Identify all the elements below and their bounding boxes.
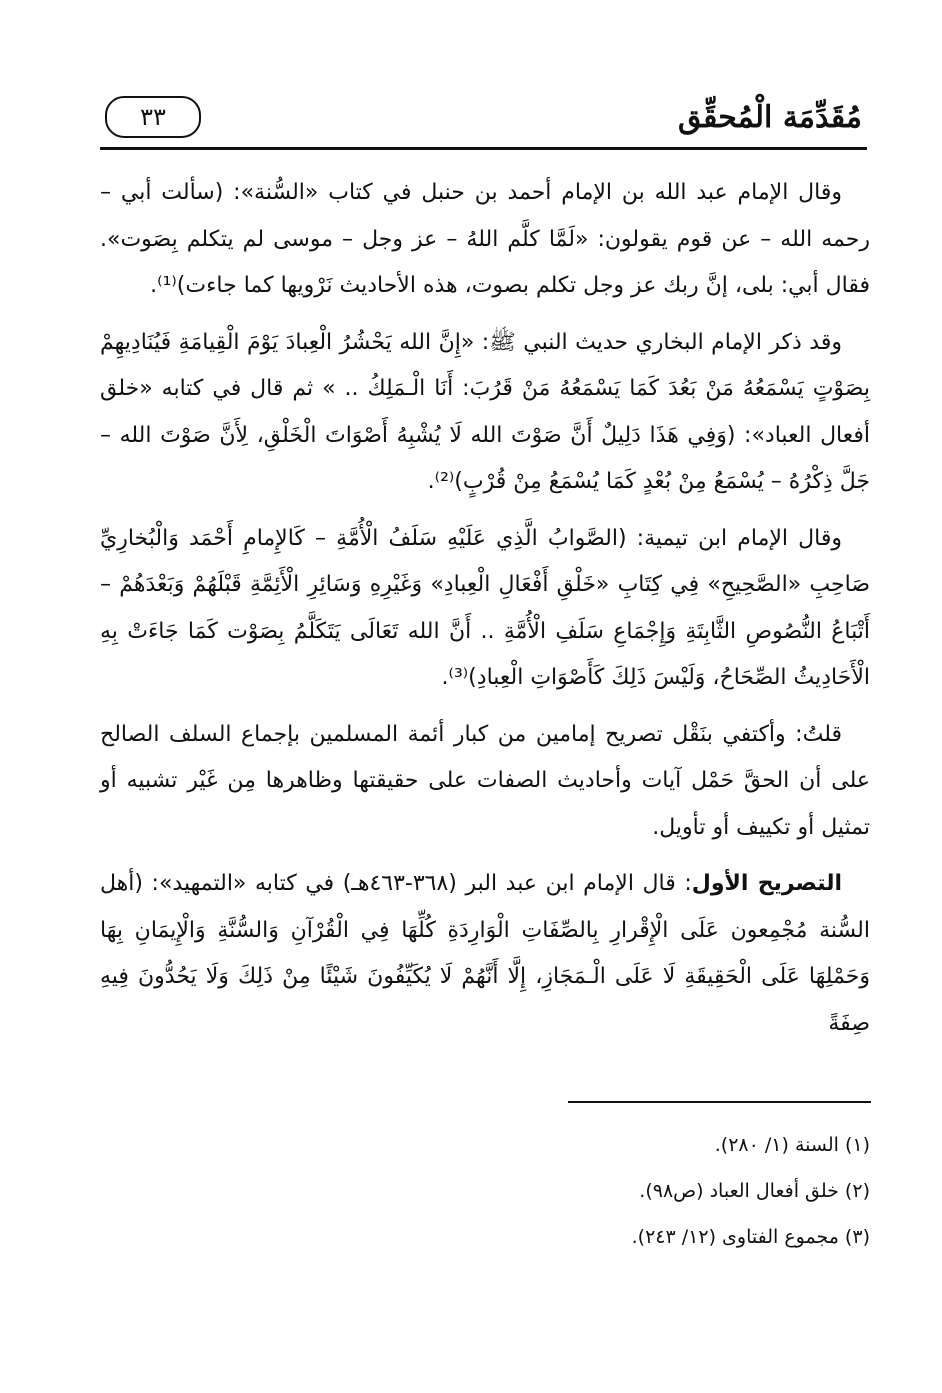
paragraph-lead: التصريح الأول <box>691 871 842 896</box>
footnote-2: (٢) خلق أفعال العباد (ص٩٨). <box>639 1180 870 1202</box>
paragraph-5 <box>100 861 870 1047</box>
paragraph-text: قلتُ: وأكتفي بنَقْل تصريح إمامين من كبار أئمة المسلمين بإجماع السلف الصالح على أن الحقَّ حَمْل آيات وأحاديث الصفات على حقيقتها وظاهرها مِن غَيْر تشبيه أو تمثيل أو تكييف أو تأويل. <box>100 721 870 840</box>
page-number-badge: ٣٣ <box>105 96 201 138</box>
paragraph-text: وقال الإمام ابن تيمية: (الصَّوابُ الَّذِي عَلَيْهِ سَلَفُ الْأُمَّةِ – كَالإِمامِ أَحْمَد وَالْبُخارِيِّ صَاحِبِ «الصَّحِيحِ» فِي كِتَابِ «خَلْقِ أَفْعَالِ الْعِبادِ» وَغَيْرِهِ وَسَائِرِ الْأَئِمَّةِ قَبْلَهُمْ وَبَعْدَهُمْ – أَتْبَاعُ النُّصُوصِ الثَّابِتَةِ وَإِجْمَاعِ سَلَفِ الْأُمَّةِ .. أَنَّ الله تَعَالَى يَتَكَلَّمُ بِصَوْت كَمَا جَاءَتْ بِهِ الْأَحَادِيثُ الصِّحَاحُ، وَلَيْسَ ذَلِكَ كَأَصْوَاتِ الْعِبادِ)⁽³⁾. <box>100 525 870 690</box>
header-rule <box>100 147 867 150</box>
footnotes <box>170 1122 870 1260</box>
paragraph-text: وقد ذكر الإمام البخاري حديث النبي ﷺ: «إِنَّ الله يَحْشُرُ الْعِبادَ يَوْمَ الْقِيامَةِ فَيُنَادِيهِمْ بِصَوْتٍ يَسْمَعُهُ مَنْ بَعُدَ كَمَا يَسْمَعُهُ مَنْ قَرُبَ: أَنَا الْـمَلِكُ .. » ثم قال في كتابه «خلق أفعال العباد»: (وَفِي هَذَا دَلِيلٌ أَنَّ صَوْتَ الله لَا يُشْبِهُ أَصْوَاتَ الْخَلْقِ، لِأَنَّ صَوْتَ الله – جَلَّ ذِكْرُهُ – يُسْمَعُ مِنْ بُعْدٍ كَمَا يُسْمَعُ مِنْ قُرْبٍ)⁽²⁾. <box>100 329 870 494</box>
footnote-1: (١) السنة (١/ ٢٨٠). <box>714 1134 870 1156</box>
paragraph-1 <box>100 170 870 310</box>
footnote-3: (٣) مجموع الفتاوى (١٢/ ٢٤٣). <box>631 1226 870 1248</box>
paragraph-4 <box>100 712 870 852</box>
paragraph-text: : قال الإمام ابن عبد البر (٣٦٨-٤٦٣هـ) في كتابه «التمهيد»: (أهل السُّنة مُجْمِعون عَلَى الْإِقْرارِ بِالصِّفَاتِ الْوَارِدَةِ كُلِّهَا فِي الْقُرْآنِ وَالسُّنَّةِ وَالْإِيمَانِ بِهَا وَحَمْلِهَا عَلَى الْحَقِيقَةِ لَا عَلَى الْـمَجَازِ، إِلَّا أَنَّهُمْ لَا يُكَيِّفُونَ شَيْئًا مِنْ ذَلِكَ وَلَا يَحُدُّونَ فِيهِ صِفَةً <box>100 871 870 1036</box>
footnote-separator <box>568 1101 871 1103</box>
running-header-title: مُقَدِّمَة الْمُحقِّق <box>678 100 862 135</box>
paragraph-3 <box>100 516 870 702</box>
paragraph-2 <box>100 320 870 506</box>
paragraph-text: وقال الإمام عبد الله بن الإمام أحمد بن حنبل في كتاب «السُّنة»: (سألت أبي – رحمه الله – عن قوم يقولون: «لَمَّا كلَّم اللهُ – عز وجل – موسى لم يتكلم بِصَوت». فقال أبي: بلى، إنَّ ربك عز وجل تكلم بصوت، هذه الأحاديث نَرْويها كما جاءت)⁽¹⁾. <box>100 180 870 298</box>
page-body <box>100 170 870 1057</box>
